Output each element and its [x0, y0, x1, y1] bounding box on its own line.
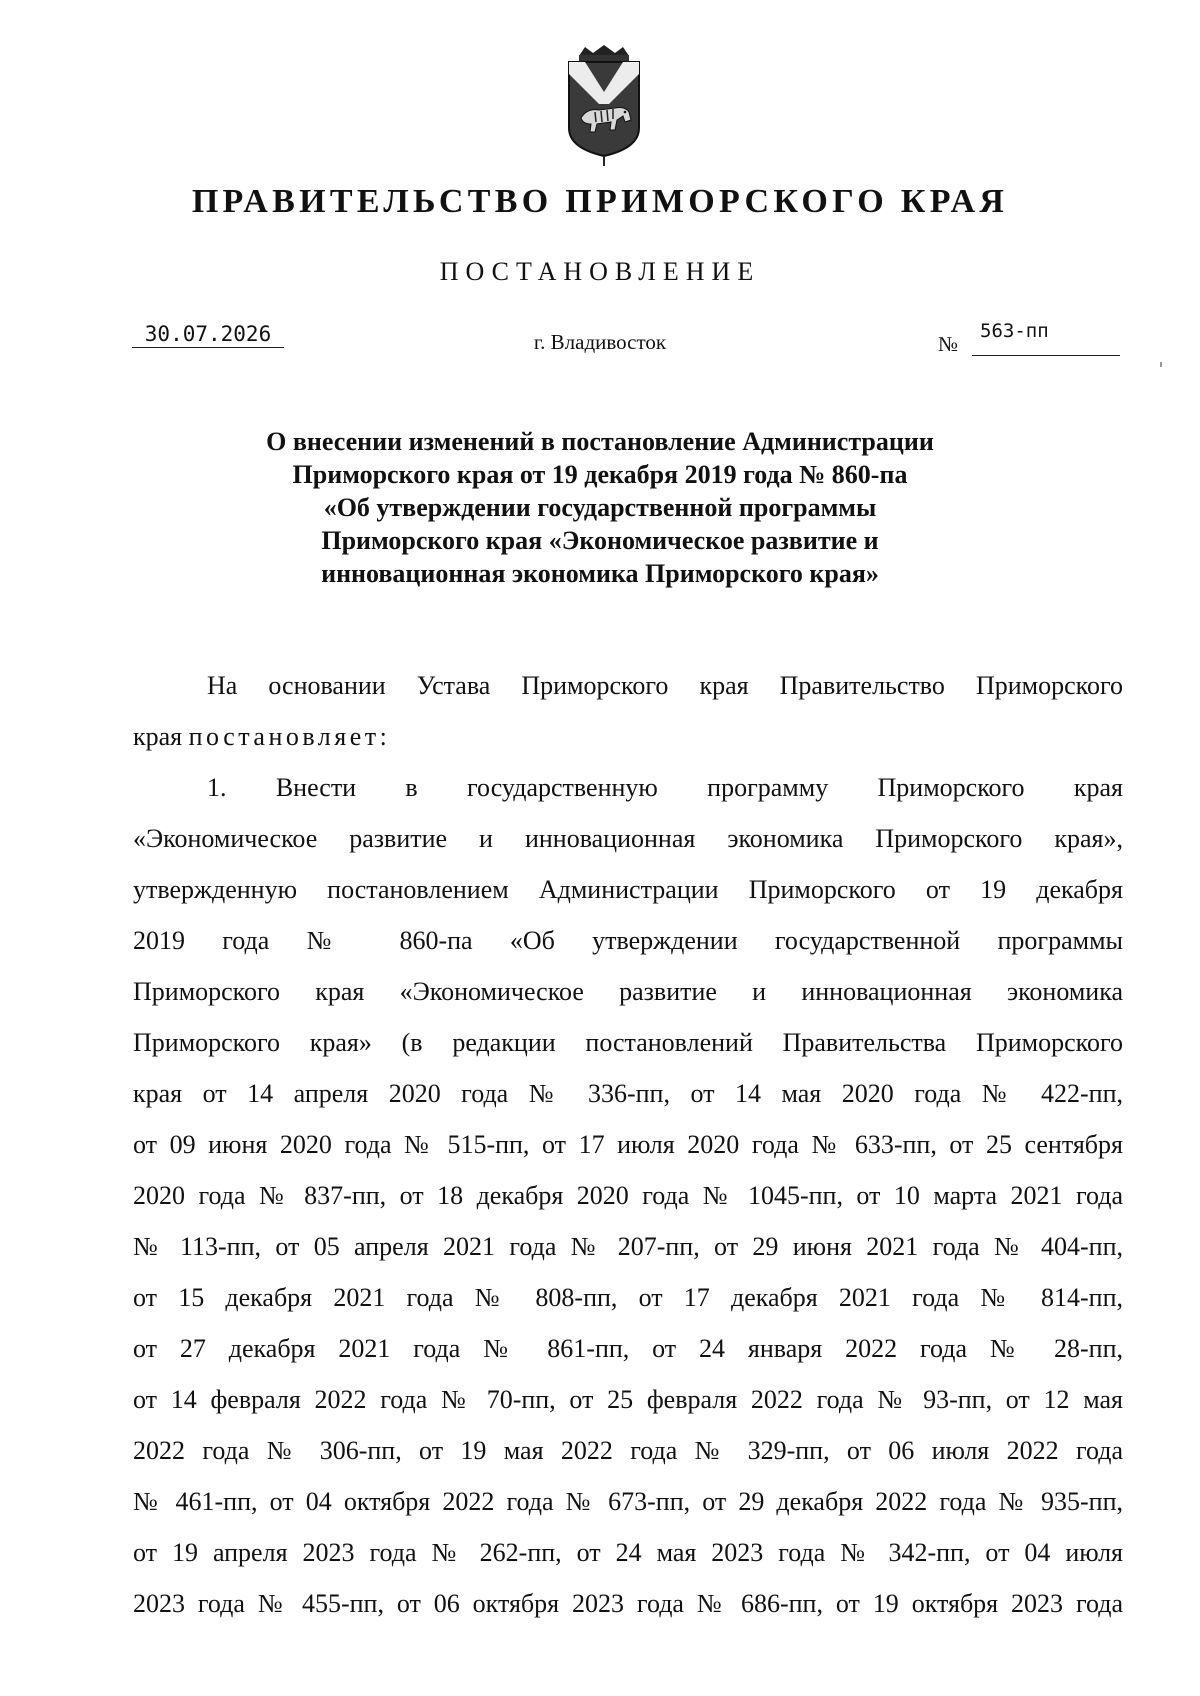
paragraph-line: от 27 декабря 2021 года № 861-пп, от 24 января 2022 года № 28-пп,: [133, 1334, 1123, 1363]
preamble-text: края: [133, 722, 183, 751]
document-number: [938, 320, 1120, 356]
document-type: ПОСТАНОВЛЕНИЕ: [439, 257, 761, 286]
paragraph-line: «Экономическое развитие и инновационная экономика Приморского края»,: [133, 824, 1123, 853]
heading-line: инновационная экономика Приморского края»: [321, 559, 879, 588]
paragraph-line: от 15 декабря 2021 года № 808-пп, от 17 декабря 2021 года № 814-пп,: [133, 1283, 1123, 1312]
paragraph-line: от 14 февраля 2022 года № 70-пп, от 25 февраля 2022 года № 93-пп, от 12 мая: [133, 1385, 1123, 1414]
government-title: ПРАВИТЕЛЬСТВО ПРИМОРСКОГО КРАЯ: [191, 183, 1009, 220]
paragraph-line: 2022 года № 306-пп, от 19 мая 2022 года № 329-пп, от 06 июля 2022 года: [133, 1436, 1123, 1465]
paragraph-line: № 113-пп, от 05 апреля 2021 года № 207-пп, от 29 июня 2021 года № 404-пп,: [133, 1232, 1123, 1261]
paragraph-line: утвержденную постановлением Администрации Приморского от 19 декабря: [133, 875, 1123, 904]
paragraph-line: 2023 года № 455-пп, от 06 октября 2023 года № 686-пп, от 19 октября 2023 года: [133, 1589, 1123, 1618]
number-underline: [972, 355, 1120, 356]
preamble-line: На основании Устава Приморского края Правительство Приморского: [207, 671, 1123, 700]
paragraph-line: 2020 года № 837-пп, от 18 декабря 2020 года № 1045-пп, от 10 марта 2021 года: [133, 1181, 1123, 1210]
preamble-line: [133, 711, 1123, 762]
coat-of-arms-icon: [565, 44, 643, 166]
paragraph-line: Приморского края» (в редакции постановлений Правительства Приморского: [133, 1028, 1123, 1057]
decree-word: постановляет:: [188, 722, 391, 751]
document-city: г. Владивосток: [533, 330, 667, 354]
paragraph-line: края от 14 апреля 2020 года № 336-пп, от 14 мая 2020 года № 422-пп,: [133, 1079, 1123, 1108]
heading-line: О внесении изменений в постановление Администрации: [266, 427, 934, 456]
heading-line: «Об утверждении государственной программы: [323, 493, 877, 522]
paragraph-line: от 09 июня 2020 года № 515-пп, от 17 июля 2020 года № 633-пп, от 25 сентября: [133, 1130, 1123, 1159]
scan-mark: [1160, 362, 1162, 367]
document-heading: [200, 425, 1000, 590]
paragraph-line: 1. Внести в государственную программу Приморского края: [207, 773, 1123, 802]
document-date: 30.07.2026: [132, 322, 284, 348]
paragraph-line: Приморского края «Экономическое развитие и инновационная экономика: [133, 977, 1123, 1006]
heading-line: Приморского края «Экономическое развитие и: [321, 526, 879, 555]
number-sign: №: [938, 332, 959, 356]
number-value: 563-пп: [980, 320, 1049, 342]
paragraph-line: 2019 года № 860-па «Об утверждении государственной программы: [133, 926, 1123, 955]
paragraph-line: от 19 апреля 2023 года № 262-пп, от 24 мая 2023 года № 342-пп, от 04 июля: [133, 1538, 1123, 1567]
heading-line: Приморского края от 19 декабря 2019 года № 860-па: [292, 460, 908, 489]
paragraph-line: № 461-пп, от 04 октября 2022 года № 673-пп, от 29 декабря 2022 года № 935-пп,: [133, 1487, 1123, 1516]
document-body: [133, 660, 1123, 1629]
